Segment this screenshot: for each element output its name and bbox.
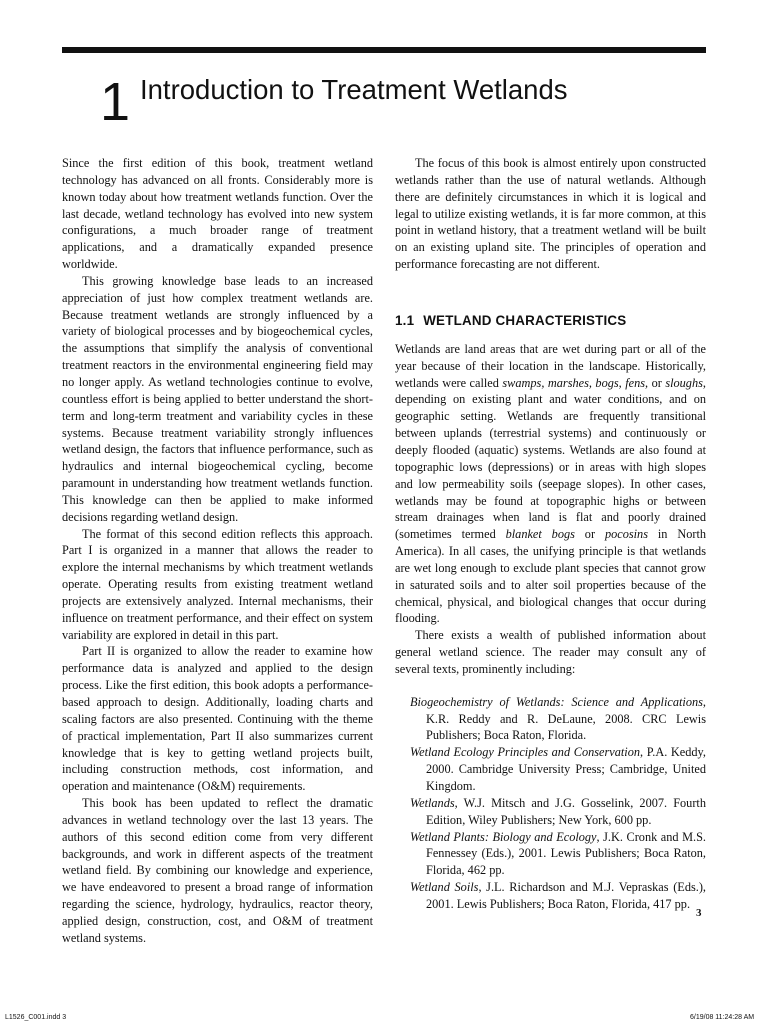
italic-term: blanket bogs: [505, 527, 575, 542]
paragraph: The focus of this book is almost entirely upon constructed wetlands rather than the use of natural wetlands. Although there are definitely circumstances in which it is logical and legal to utilize existing wetlands, it is far more common, at this point in wetland history, that a treatment wetland will be built on an existing upland site. The principles of operation and performance forecasting are not different.: [395, 156, 706, 272]
italic-term: sloughs: [665, 375, 703, 390]
reference-list: [395, 694, 706, 913]
reference-title: Wetland Plants: Biology and Ecology: [410, 829, 597, 844]
reference-title: Wetland Soils: [410, 880, 479, 895]
reference-title: Wetlands: [410, 795, 455, 810]
section-number: 1.1: [395, 312, 415, 328]
paragraph: This growing knowledge base leads to an increased appreciation of just how complex treatment wetlands are. Because treatment wetlands are strongly influenced by a variety of biological processes and by biogeochemical cycles, the assumptions that simplify the analysis of conventional treatment reactors in the environmental engineering field may no longer apply. As wetland technologies continue to evolve, countless effort is being applied to better understand the short-term and long-term treatment and variability cycles in these systems. Because treatment variability strongly influences wetland design, the factors that influence performance, such as hydraulics and internal biogeochemical cycling, become paramount in understanding how treatment wetlands function. This knowledge can then be applied to make informed decisions regarding wetland design.: [62, 273, 373, 524]
left-column: [62, 155, 373, 947]
paragraph: There exists a wealth of published information about general wetland science. The reader may consult any of several texts, prominently including:: [395, 628, 706, 676]
reference-details: , J.K. Cronk and M.S. Fennessey (Eds.), 2001. Lewis Publishers; Boca Raton, Florida, 462 pp.: [426, 829, 707, 878]
paragraph: Part II is organized to allow the reader to examine how performance data is analyzed and applied to the design process. Like the first edition, this book adopts a performance-based approach to design. Additionally, loading charts and scaling factors are also presented. Continuing with the theme of practical implementation, Part II also summarizes current knowledge that is key to getting wetland projects built, including construction methods, cost information, and operation and maintenance (O&M) requirements.: [62, 644, 373, 794]
italic-term: pocosins: [604, 527, 648, 542]
reference-title: Biogeochemistry of Wetlands: Science and Applications: [410, 694, 703, 709]
text-run: or: [574, 527, 605, 542]
reference-item: [410, 744, 706, 795]
print-slug-timestamp: 6/19/08 11:24:28 AM: [690, 1014, 755, 1021]
paragraph: [395, 341, 706, 627]
reference-title: Wetland Ecology Principles and Conservation: [410, 745, 641, 760]
paragraph: This book has been updated to reflect the dramatic advances in wetland technology over the last 13 years. The authors of this second edition come from very different backgrounds, and work in different aspects of the treatment wetland field. By combining our knowledge and experience, we have endeavored to present a broad range of information regarding the science, hydrology, hydraulics, reactor theory, applied design, construction, cost, and O&M of treatment wetland systems.: [62, 796, 373, 945]
paragraph: The format of this second edition reflects this approach. Part I is organized in a manner that allows the reader to explore the internal mechanisms by which treatment wetlands operate. Operating results from existing treatment wetland projects are extensively analyzed. Internal mechanisms, their influence on treatment performance, and their effect on system variability are explored in detail in this part.: [62, 526, 373, 642]
reference-item: [410, 795, 706, 829]
reference-item: [410, 829, 706, 880]
page-number: 3: [696, 907, 702, 919]
reference-details: , K.R. Reddy and R. DeLaune, 2008. CRC Lewis Publishers; Boca Raton, Florida.: [426, 694, 706, 743]
text-run: or: [648, 375, 666, 390]
top-rule: [62, 47, 706, 53]
reference-item: [410, 694, 706, 745]
reference-item: [410, 879, 706, 913]
section-heading: [395, 313, 706, 329]
chapter-title: Introduction to Treatment Wetlands: [140, 74, 568, 105]
reference-details: , P.A. Keddy, 2000. Cambridge University Press; Cambridge, United Kingdom.: [426, 745, 706, 793]
reference-details: , J.L. Richardson and M.J. Vepraskas (Eds.), 2001. Lewis Publishers; Boca Raton, Florida, 417 pp.: [426, 880, 706, 911]
right-column: [395, 155, 706, 913]
print-slug-file: L1526_C001.indd 3: [5, 1014, 67, 1021]
chapter-number: 1: [100, 72, 131, 132]
text-run: in North America). In all cases, the unifying principle is that wetlands are wet long enough to exclude plant species that cannot grow in saturated soils and to alter soil properties because of the chemical, physical, and biological changes that occur during flooding.: [395, 527, 707, 626]
reference-details: , W.J. Mitsch and J.G. Gosselink, 2007. Fourth Edition, Wiley Publishers; New York, 600 pp.: [426, 795, 706, 827]
section-title: WETLAND CHARACTERISTICS: [423, 312, 627, 328]
italic-term: swamps, marshes, bogs, fens,: [502, 375, 649, 390]
text-run: , depending on existing plant and water conditions, and on geographic setting. Wetlands are frequently transitional between uplands (terrestrial systems) and continuously or deeply flooded (aquatic) systems. Wetlands are also found at topographic lows (depressions) or in areas with high slopes and low permeability soils (seepage slopes). In other cases, wetlands may be found at topographic highs or between stream drainages when land is flat and poorly drained (sometimes termed: [395, 375, 706, 542]
paragraph: Since the first edition of this book, treatment wetland technology has advanced on all fronts. Considerably more is known today about how treatment wetlands function. Over the last decade, wetland technology has evolved into new system configurations, a much broader range of treatment applications, and a dramatically expanded presence worldwide.: [62, 156, 373, 272]
text-run: Wetlands are land areas that are wet during part or all of the year because of their location in the landscape. Historically, wetlands were called: [395, 341, 706, 390]
